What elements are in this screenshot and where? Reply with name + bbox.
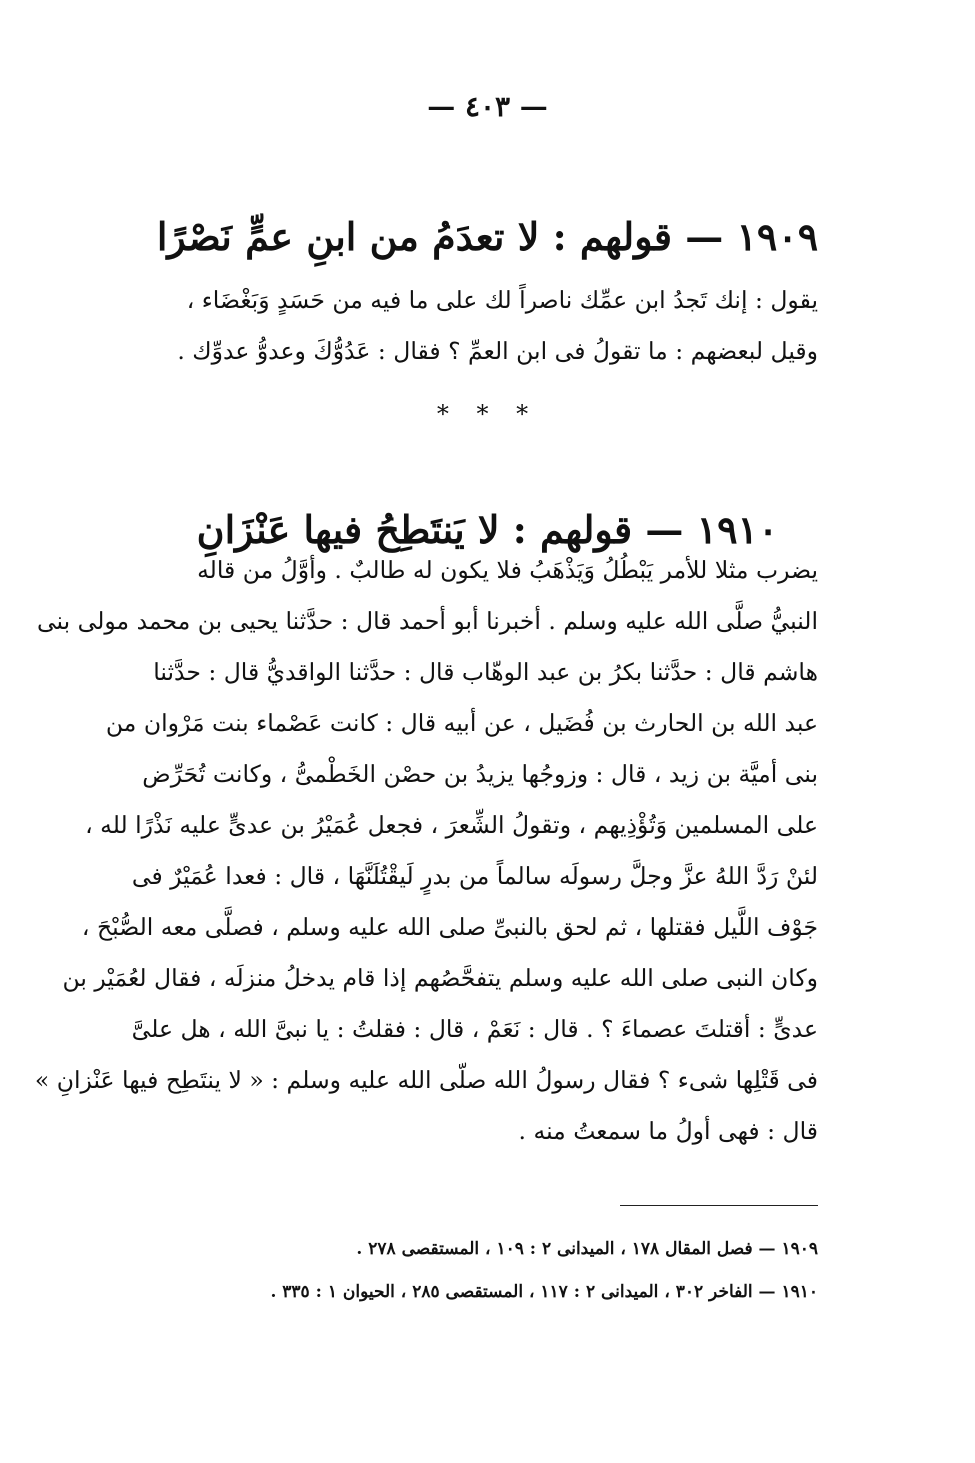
entry-title-1909: ١٩٠٩ — قولهم : لا تعدَمُ من ابنِ عمٍّ نَصْرًا: [156, 213, 819, 259]
entry-title-1910: ١٩١٠ — قولهم : لا يَنتَطِحُ فيها عَنْزَانِ: [196, 506, 779, 552]
footnote-1910: ١٩١٠ — الفاخر ٣٠٢ ، الميدانى ٢ : ١١٧ ، المستقصى ٢٨٥ ، الحيوان ١ : ٣٣٥ .: [270, 1282, 818, 1302]
entry-text-1910: [34, 545, 818, 1157]
section-separator: * * *: [436, 400, 539, 428]
text-line: هاشم قال : حدَّثنا بكرُ بن عبد الوهّاب قال : حدَّثنا الواقديُّ قال : حدَّثنا: [153, 658, 818, 686]
footnote-rule: [620, 1205, 818, 1206]
page-number: — ٤٠٣ —: [427, 90, 548, 123]
text-line: على المسلمين وَتُؤْذِيهم ، وتقولُ الشِّعرَ ، فجعل عُمَيْرُ بن عدىٍّ عليه نَذْرًا لله ،: [85, 811, 818, 839]
entry-text-1909: [150, 275, 818, 377]
text-line: عبد الله بن الحارث بن فُضَيل ، عن أبيه قال : كانت عَصْماء بنت مَرْوان من: [105, 709, 818, 737]
text-line: لئنْ رَدَّ اللهُ عزَّ وجلَّ رسولَه سالماً من بدرٍ لَيقْتُلَنَّهَا ، قال : فعدا عُمَيْرٌ فى: [131, 862, 818, 890]
text-line: قال : فهى أولُ ما سمعتُ منه .: [518, 1117, 818, 1145]
text-line: بنى أميَّة بن زيد ، قال : وزوجُها يزيدُ بن حصْن الخَطْمىُّ ، وكانت تُحَرِّض: [142, 760, 818, 788]
text-line: فى قَتْلِها شىء ؟ فقال رسولُ الله صلّى الله عليه وسلم : « لا ينتَطِح فيها عَنْزانِ »: [34, 1066, 818, 1094]
text-line: وقيل لبعضهم : ما تقولُ فى ابن العمِّ ؟ فقال : عَدُوُّكَ وعدوُّ عدوِّك .: [177, 337, 818, 365]
footnote-1909: ١٩٠٩ — فصل المقال ١٧٨ ، الميدانى ٢ : ١٠٩ ، المستقصى ٢٧٨ .: [356, 1239, 818, 1259]
text-line: يضرب مثلا للأمر يَبْطُلُ وَيَذْهَبُ فلا يكون له طالبٌ . وأوَّلُ من قاله: [197, 556, 818, 584]
text-line: النبيُّ صلَّى الله عليه وسلم . أخبرنا أبو أحمد قال : حدَّثنا يحيى بن محمد مولى بنى: [36, 607, 818, 635]
text-line: يقول : إنك تَجدُ ابن عمِّك ناصراً لك على ما فيه من حَسَدٍ وَبَغْضَاء ،: [186, 286, 818, 314]
text-line: جَوْف اللَّيل فقتلها ، ثم لحق بالنبىِّ صلى الله عليه وسلم ، فصلَّى معه الصُّبْحَ ،: [81, 913, 818, 941]
text-line: وكان النبى صلى الله عليه وسلم يتفحَّصُهم إذا قام يدخلُ منزلَه ، فقال لعُمَيْر بن: [62, 964, 818, 992]
text-line: عدىٍّ : أقتلتَ عصماءَ ؟ . قال : نَعَمْ ، قال : فقلتُ : يا نبىَّ الله ، هل علىَّ: [131, 1015, 818, 1043]
